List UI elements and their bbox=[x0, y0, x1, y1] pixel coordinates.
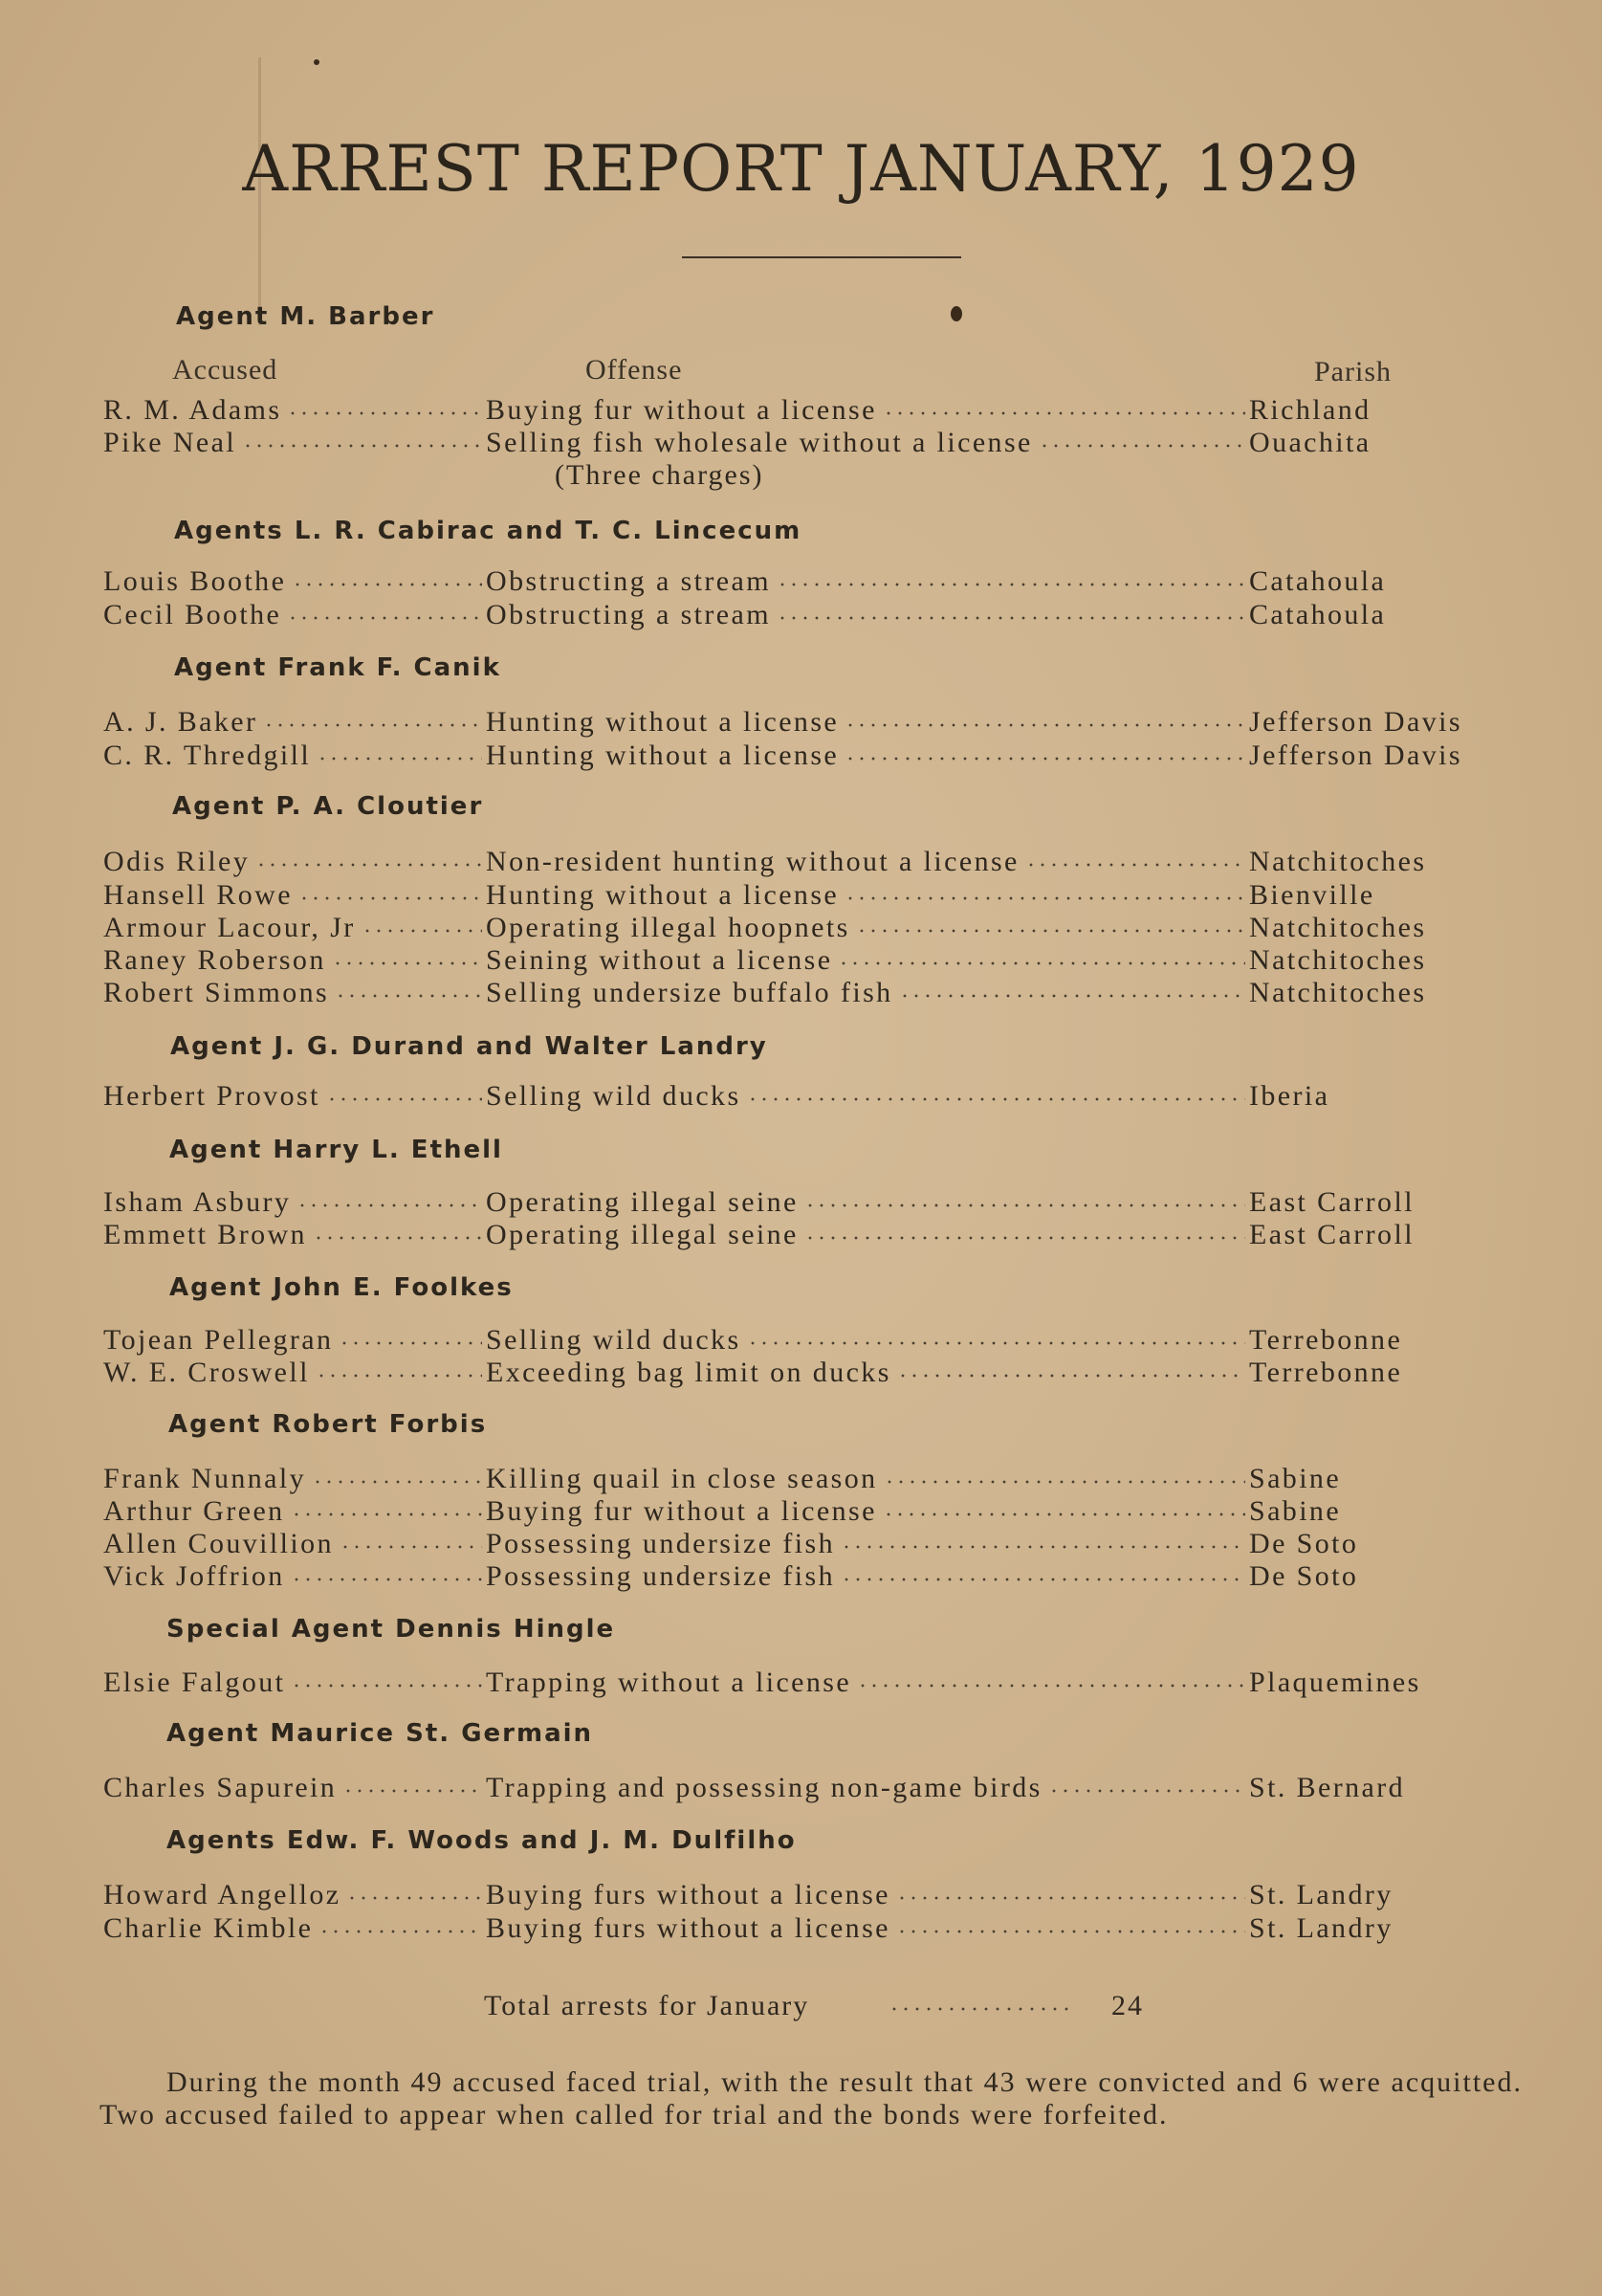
page-title: ARREST REPORT JANUARY, 1929 bbox=[242, 132, 1360, 206]
leader-dots bbox=[804, 1235, 1245, 1241]
offense-text: Buying furs without a license bbox=[486, 1912, 890, 1944]
arrest-row bbox=[0, 1080, 1602, 1115]
parish-name: Bienville bbox=[1249, 879, 1375, 911]
leader-dots bbox=[255, 862, 482, 868]
agent-heading: Special Agent Dennis Hingle bbox=[166, 1615, 616, 1644]
arrest-row bbox=[0, 565, 1602, 600]
accused-name: Arthur Green bbox=[103, 1495, 285, 1527]
parish-name: Iberia bbox=[1249, 1080, 1330, 1112]
arrest-row bbox=[0, 706, 1602, 740]
offense-text: Hunting without a license bbox=[486, 879, 840, 911]
leader-dots bbox=[883, 1512, 1245, 1517]
arrest-row bbox=[0, 1772, 1602, 1806]
arrest-row bbox=[0, 740, 1602, 774]
arrest-row bbox=[0, 1667, 1602, 1701]
leader-dots bbox=[838, 960, 1245, 966]
leader-dots bbox=[313, 1235, 482, 1241]
leader-dots bbox=[896, 1895, 1245, 1901]
arrest-row bbox=[0, 1912, 1602, 1947]
arrest-row bbox=[0, 1357, 1602, 1391]
accused-name: R. M. Adams bbox=[103, 394, 282, 426]
parish-name: Catahoula bbox=[1249, 599, 1387, 630]
accused-name: Louis Boothe bbox=[103, 565, 287, 597]
accused-name: Emmett Brown bbox=[103, 1219, 307, 1250]
arrest-row bbox=[0, 1528, 1602, 1562]
arrest-row bbox=[0, 1324, 1602, 1358]
offense-text: Selling wild ducks bbox=[486, 1324, 741, 1356]
parish-name: Sabine bbox=[1249, 1495, 1342, 1527]
leader-dots bbox=[291, 1683, 482, 1689]
agent-heading: Agent Maurice St. Germain bbox=[166, 1719, 594, 1748]
leader-dots bbox=[897, 1373, 1245, 1379]
offense-text: Selling undersize buffalo fish bbox=[486, 977, 893, 1008]
accused-name: Hansell Rowe bbox=[103, 879, 293, 911]
leader-dots bbox=[335, 993, 482, 999]
accused-name: Robert Simmons bbox=[103, 977, 330, 1008]
accused-name: Raney Roberson bbox=[103, 944, 326, 976]
leader-dots bbox=[287, 410, 482, 416]
offense-text: Selling wild ducks bbox=[486, 1080, 741, 1112]
arrest-row bbox=[0, 912, 1602, 946]
arrest-row bbox=[0, 1463, 1602, 1497]
offense-text: Obstructing a stream bbox=[486, 565, 771, 597]
parish-name: Richland bbox=[1249, 394, 1372, 426]
parish-name: Jefferson Davis bbox=[1249, 740, 1462, 771]
agent-heading: Agent Frank F. Canik bbox=[174, 653, 501, 682]
leader-dots bbox=[362, 928, 482, 934]
accused-name: Charles Sapurein bbox=[103, 1772, 338, 1803]
offense-text: Hunting without a license bbox=[486, 740, 840, 771]
leader-dots bbox=[884, 1479, 1245, 1485]
arrest-row bbox=[0, 1495, 1602, 1530]
column-header-accused: Accused bbox=[172, 354, 278, 386]
total-label: Total arrests for January bbox=[484, 1990, 810, 2021]
leader-dots bbox=[845, 756, 1245, 762]
parish-name: St. Bernard bbox=[1249, 1772, 1406, 1803]
leader-dots bbox=[883, 410, 1245, 416]
parish-name: Natchitoches bbox=[1249, 912, 1427, 943]
parish-name: St. Landry bbox=[1249, 1912, 1394, 1944]
leader-dots bbox=[804, 1203, 1245, 1208]
accused-name: Pike Neal bbox=[103, 427, 237, 458]
leader-dots bbox=[777, 615, 1245, 621]
accused-name: Tojean Pellegran bbox=[103, 1324, 334, 1356]
offense-text: Operating illegal seine bbox=[486, 1219, 799, 1250]
offense-text: Buying furs without a license bbox=[486, 1879, 890, 1910]
leader-dots bbox=[857, 1683, 1245, 1689]
leader-dots bbox=[841, 1544, 1245, 1550]
leader-dots bbox=[339, 1340, 482, 1346]
accused-name: Isham Asbury bbox=[103, 1186, 292, 1218]
leader-dots bbox=[747, 1096, 1245, 1102]
title-divider bbox=[682, 256, 961, 258]
leader-dots bbox=[896, 1929, 1245, 1934]
arrest-row bbox=[0, 1186, 1602, 1221]
leader-dots bbox=[342, 1788, 482, 1794]
parish-name: Ouachita bbox=[1249, 427, 1372, 458]
leader-dots bbox=[291, 1577, 482, 1582]
leader-dots bbox=[856, 928, 1245, 934]
leader-dots bbox=[317, 756, 482, 762]
leader-dots bbox=[1048, 1788, 1245, 1794]
arrest-row bbox=[0, 1560, 1602, 1595]
column-header-offense: Offense bbox=[585, 354, 683, 386]
parish-name: Sabine bbox=[1249, 1463, 1342, 1494]
paper-spot bbox=[314, 59, 319, 65]
offense-text: Non-resident hunting without a license bbox=[486, 846, 1020, 877]
parish-name: East Carroll bbox=[1249, 1186, 1415, 1218]
leader-dots bbox=[242, 443, 482, 449]
leader-dots bbox=[1039, 443, 1245, 449]
parish-name: Natchitoches bbox=[1249, 977, 1427, 1008]
parish-name: De Soto bbox=[1249, 1528, 1359, 1559]
agent-heading: Agent Robert Forbis bbox=[168, 1410, 488, 1439]
parish-name: Catahoula bbox=[1249, 565, 1387, 597]
leader-dots bbox=[340, 1544, 482, 1550]
arrest-row bbox=[0, 427, 1602, 461]
offense-text: Trapping without a license bbox=[486, 1667, 852, 1698]
parish-name: Plaquemines bbox=[1249, 1667, 1421, 1698]
offense-text: Hunting without a license bbox=[486, 706, 840, 738]
charge-note: (Three charges) bbox=[555, 459, 764, 491]
leader-dots bbox=[845, 722, 1245, 728]
accused-name: Charlie Kimble bbox=[103, 1912, 314, 1944]
leader-dots bbox=[1025, 862, 1245, 868]
offense-text: Possessing undersize fish bbox=[486, 1528, 835, 1559]
agent-heading: Agent Harry L. Ethell bbox=[169, 1136, 503, 1164]
leader-dots bbox=[332, 960, 482, 966]
accused-name: Vick Joffrion bbox=[103, 1560, 285, 1592]
summary-paragraph: During the month 49 accused faced trial, with the result that 43 were convicted and 6 were acquitted. Two accused failed to appear when called for trial and the bonds were forfeited. bbox=[99, 2066, 1523, 2130]
parish-name: Natchitoches bbox=[1249, 846, 1427, 877]
offense-text: Selling fish wholesale without a license bbox=[486, 427, 1033, 458]
offense-text: Seining without a license bbox=[486, 944, 833, 976]
column-header-parish: Parish bbox=[1314, 356, 1392, 387]
parish-name: Natchitoches bbox=[1249, 944, 1427, 976]
parish-name: St. Landry bbox=[1249, 1879, 1394, 1910]
agent-heading: Agents L. R. Cabirac and T. C. Lincecum bbox=[174, 517, 802, 545]
accused-name: Allen Couvillion bbox=[103, 1528, 334, 1559]
leader-dots bbox=[747, 1340, 1245, 1346]
accused-name: Frank Nunnaly bbox=[103, 1463, 307, 1494]
accused-name: C. R. Thredgill bbox=[103, 740, 312, 771]
arrest-row bbox=[0, 977, 1602, 1011]
accused-name: Cecil Boothe bbox=[103, 599, 282, 630]
accused-name: W. E. Croswell bbox=[103, 1357, 310, 1388]
offense-text: Buying fur without a license bbox=[486, 1495, 877, 1527]
arrest-row bbox=[0, 1219, 1602, 1253]
leader-dots bbox=[291, 1512, 482, 1517]
agent-heading: Agent John E. Foolkes bbox=[169, 1273, 514, 1302]
leader-dots bbox=[298, 895, 482, 901]
offense-text: Killing quail in close season bbox=[486, 1463, 878, 1494]
arrest-row bbox=[0, 599, 1602, 633]
accused-name: A. J. Baker bbox=[103, 706, 258, 738]
parish-name: Terrebonne bbox=[1249, 1357, 1403, 1388]
offense-text: Exceeding bag limit on ducks bbox=[486, 1357, 891, 1388]
parish-name: East Carroll bbox=[1249, 1219, 1415, 1250]
leader-dots bbox=[899, 993, 1245, 999]
leader-dots bbox=[326, 1096, 482, 1102]
arrest-row bbox=[0, 1879, 1602, 1913]
accused-name: Odis Riley bbox=[103, 846, 251, 877]
arrest-row bbox=[0, 394, 1602, 429]
leader-dots bbox=[316, 1373, 482, 1379]
agent-heading: Agent J. G. Durand and Walter Landry bbox=[170, 1032, 768, 1061]
parish-name: De Soto bbox=[1249, 1560, 1359, 1592]
accused-name: Armour Lacour, Jr bbox=[103, 912, 356, 943]
leader-dots bbox=[841, 1577, 1245, 1582]
leader-dots bbox=[889, 2006, 1070, 2012]
paper-spot bbox=[951, 306, 962, 321]
offense-text: Buying fur without a license bbox=[486, 394, 877, 426]
parish-name: Jefferson Davis bbox=[1249, 706, 1462, 738]
leader-dots bbox=[777, 582, 1245, 587]
arrest-row bbox=[0, 846, 1602, 880]
offense-text: Obstructing a stream bbox=[486, 599, 771, 630]
leader-dots bbox=[263, 722, 482, 728]
parish-name: Terrebonne bbox=[1249, 1324, 1403, 1356]
offense-text: Trapping and possessing non-game birds bbox=[486, 1772, 1042, 1803]
leader-dots bbox=[292, 582, 482, 587]
accused-name: Herbert Provost bbox=[103, 1080, 320, 1112]
accused-name: Howard Angelloz bbox=[103, 1879, 341, 1910]
leader-dots bbox=[845, 895, 1245, 901]
leader-dots bbox=[318, 1929, 482, 1934]
agent-heading: Agent P. A. Cloutier bbox=[172, 792, 484, 821]
offense-text: Possessing undersize fish bbox=[486, 1560, 835, 1592]
offense-text: Operating illegal seine bbox=[486, 1186, 799, 1218]
leader-dots bbox=[312, 1479, 482, 1485]
agent-heading: Agents Edw. F. Woods and J. M. Dulfilho bbox=[166, 1826, 797, 1855]
total-line bbox=[484, 1990, 1153, 2024]
leader-dots bbox=[346, 1895, 482, 1901]
offense-text: Operating illegal hoopnets bbox=[486, 912, 850, 943]
total-value: 24 bbox=[1111, 1990, 1144, 2021]
leader-dots bbox=[287, 615, 482, 621]
agent-heading: Agent M. Barber bbox=[176, 302, 435, 331]
arrest-row bbox=[0, 944, 1602, 979]
accused-name: Elsie Falgout bbox=[103, 1667, 286, 1698]
arrest-row bbox=[0, 879, 1602, 914]
leader-dots bbox=[296, 1203, 482, 1208]
